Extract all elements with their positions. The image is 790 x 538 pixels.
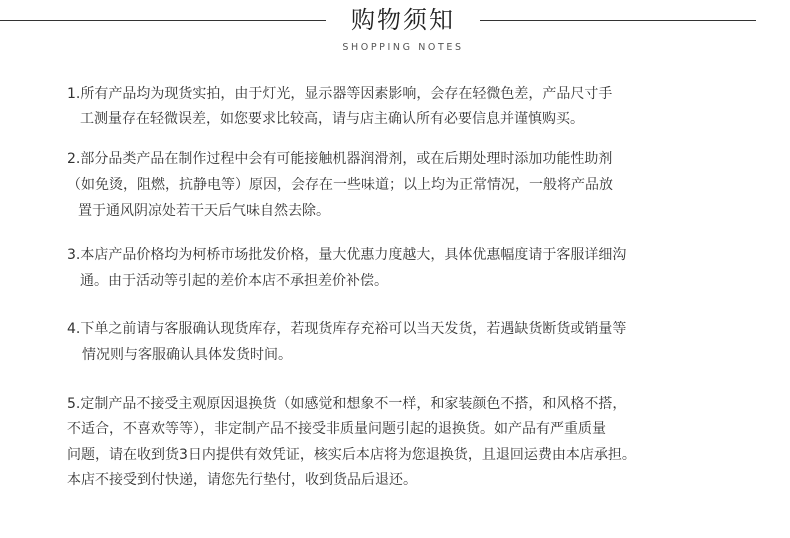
note-4-line-1: 4.下单之前请与客服确认现货库存，若现货库存充裕可以当天发货，若遇缺货断货或销量等: [67, 321, 627, 337]
note-2-line-1: 2.部分品类产品在制作过程中会有可能接触机器润滑剂，或在后期处理时添加功能性助剂: [67, 151, 613, 167]
note-2-line-2: （如免烫，阻燃，抗静电等）原因，会存在一些味道；以上均为正常情况，一般将产品放: [67, 177, 613, 193]
note-3-line-2: 通。由于活动等引起的差价本店不承担差价补偿。: [80, 273, 388, 289]
note-5-line-4: 本店不接受到付快递，请您先行垫付，收到货品后退还。: [67, 472, 417, 488]
note-5-line-3: 问题，请在收到货3日内提供有效凭证，核实后本店将为您退换货，且退回运费由本店承担。: [67, 447, 636, 463]
note-3-line-1: 3.本店产品价格均为柯桥市场批发价格，量大优惠力度越大，具体优惠幅度请于客服详细沟: [67, 247, 627, 263]
note-2-line-3: 置于通风阴凉处若干天后气味自然去除。: [78, 203, 330, 219]
note-5-line-1: 5.定制产品不接受主观原因退换货（如感觉和想象不一样，和家装颜色不搭，和风格不搭，: [67, 396, 627, 412]
note-4-line-2: 情况则与客服确认具体发货时间。: [82, 347, 292, 363]
note-1-line-2: 工测量存在轻微误差，如您要求比较高，请与店主确认所有必要信息并谨慎购买。: [80, 111, 584, 127]
page-subtitle: SHOPPING NOTES: [342, 42, 464, 53]
note-1-line-1: 1.所有产品均为现货实拍，由于灯光，显示器等因素影响，会存在轻微色差，产品尺寸手: [67, 86, 613, 102]
note-5-line-2: 不适合，不喜欢等等），非定制产品不接受非质量问题引起的退换货。如产品有严重质量: [67, 421, 606, 437]
page-title: 购物须知: [351, 6, 455, 34]
